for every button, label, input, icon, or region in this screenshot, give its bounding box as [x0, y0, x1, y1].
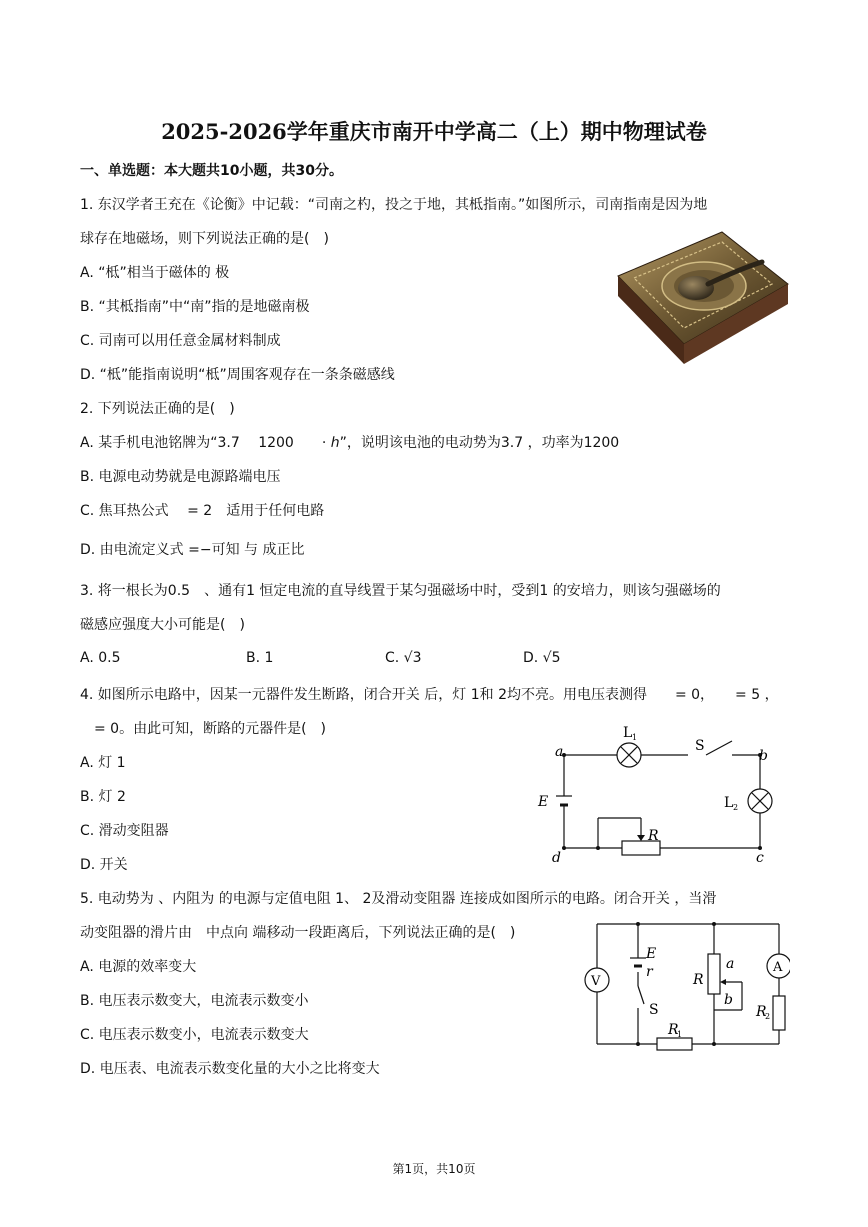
q5-stem-line2: 动变阻器的滑片由 中点向 端移动一段距离后，下列说法正确的是( ): [80, 925, 516, 941]
c2-label-r2: R: [756, 1004, 767, 1020]
c2-label-r: R: [693, 972, 704, 988]
c1-label-d: d: [552, 850, 561, 866]
q4-option-a: A. 灯 1: [80, 755, 126, 771]
c2-label-r-internal: r: [646, 964, 653, 980]
q3-option-a: A. 0.5: [80, 650, 121, 666]
c1-label-c: c: [756, 850, 764, 866]
circuit-diagram-2: [580, 918, 790, 1058]
q4-option-b: B. 灯 2: [80, 789, 126, 805]
c2-label-r1: R: [668, 1022, 679, 1038]
q1-stem-line2: 球存在地磁场，则下列说法正确的是( ): [80, 231, 329, 247]
q5-stem-line1: 5. 电动势为 、内阻为 的电源与定值电阻 1、 2及滑动变阻器 连接成如图所示的电路。闭合开关 ，当滑: [80, 891, 717, 907]
q5-option-b: B. 电压表示数变大，电流表示数变小: [80, 993, 309, 1009]
c2-label-s: S: [649, 1002, 659, 1018]
q1-stem-line1: 1. 东汉学者王充在《论衡》中记载：“司南之杓，投之于地，其柢指南。”如图所示，司南指南是因为地: [80, 197, 708, 213]
q1-option-a: A. “柢”相当于磁体的 极: [80, 265, 230, 281]
page-footer: 第1页，共10页: [392, 1162, 476, 1176]
c2-label-r1-sub: 1: [677, 1030, 683, 1039]
c1-label-l1: L: [623, 725, 633, 741]
c1-label-a: a: [555, 744, 564, 760]
q2-option-a: A. 某手机电池铭牌为“3.7 1200 · ℎ”，说明该电池的电动势为3.7 ，功率为1200: [80, 435, 620, 451]
c2-voltmeter-label: V: [591, 974, 601, 989]
c2-label-a: a: [726, 956, 735, 972]
q4-option-c: C. 滑动变阻器: [80, 823, 169, 839]
c1-label-l2-sub: 2: [733, 803, 739, 812]
q2-option-b: B. 电源电动势就是电源路端电压: [80, 469, 281, 485]
q2-option-c: C. 焦耳热公式 = 2 适用于任何电路: [80, 503, 325, 519]
c2-label-e: E: [646, 946, 657, 962]
c2-ammeter-label: A: [773, 960, 783, 975]
q3-option-c: C. √3: [385, 650, 422, 666]
q1-option-b: B. “其柢指南”中“南”指的是地磁南极: [80, 299, 310, 315]
q4-option-d: D. 开关: [80, 857, 128, 873]
c1-label-r: R: [648, 828, 659, 844]
section-heading: 一、单选题：本大题共10小题，共30分。: [80, 163, 343, 179]
q5-option-d: D. 电压表、电流表示数变化量的大小之比将变大: [80, 1061, 380, 1077]
circuit-diagram-1: [530, 718, 780, 868]
c1-label-l2: L: [724, 795, 734, 811]
page-title: 2025-2026学年重庆市南开中学高二（上）期中物理试卷: [161, 119, 707, 144]
q4-stem-line2: = 0。由此可知，断路的元器件是( ): [80, 721, 327, 737]
c2-label-r2-sub: 2: [765, 1012, 771, 1021]
c1-label-s: S: [695, 738, 705, 754]
q3-stem-line2: 磁感应强度大小可能是( ): [80, 617, 245, 633]
sinan-compass-image: [612, 228, 790, 370]
c1-label-e: E: [538, 794, 549, 810]
c1-label-b: b: [759, 748, 768, 764]
q1-option-c: C. 司南可以用任意金属材料制成: [80, 333, 281, 349]
q3-option-b: B. 1: [246, 650, 274, 666]
q5-option-c: C. 电压表示数变小，电流表示数变大: [80, 1027, 309, 1043]
q3-option-d: D. √5: [523, 650, 561, 666]
q2-option-d: D. 由电流定义式 =−可知 与 成正比: [80, 542, 305, 558]
q4-stem-line1: 4. 如图所示电路中，因某一元器件发生断路，闭合开关 后，灯 1和 2均不亮。用电压表测得 = 0， = 5 ，: [80, 687, 779, 703]
c1-label-l1-sub: 1: [632, 733, 638, 742]
c2-label-b: b: [724, 992, 733, 1008]
q2-stem: 2. 下列说法正确的是( ): [80, 401, 235, 417]
q5-option-a: A. 电源的效率变大: [80, 959, 197, 975]
q3-stem-line1: 3. 将一根长为0.5 、通有1 恒定电流的直导线置于某匀强磁场中时，受到1 的安培力，则该匀强磁场的: [80, 583, 721, 599]
q1-option-d: D. “柢”能指南说明“柢”周围客观存在一条条磁感线: [80, 367, 395, 383]
